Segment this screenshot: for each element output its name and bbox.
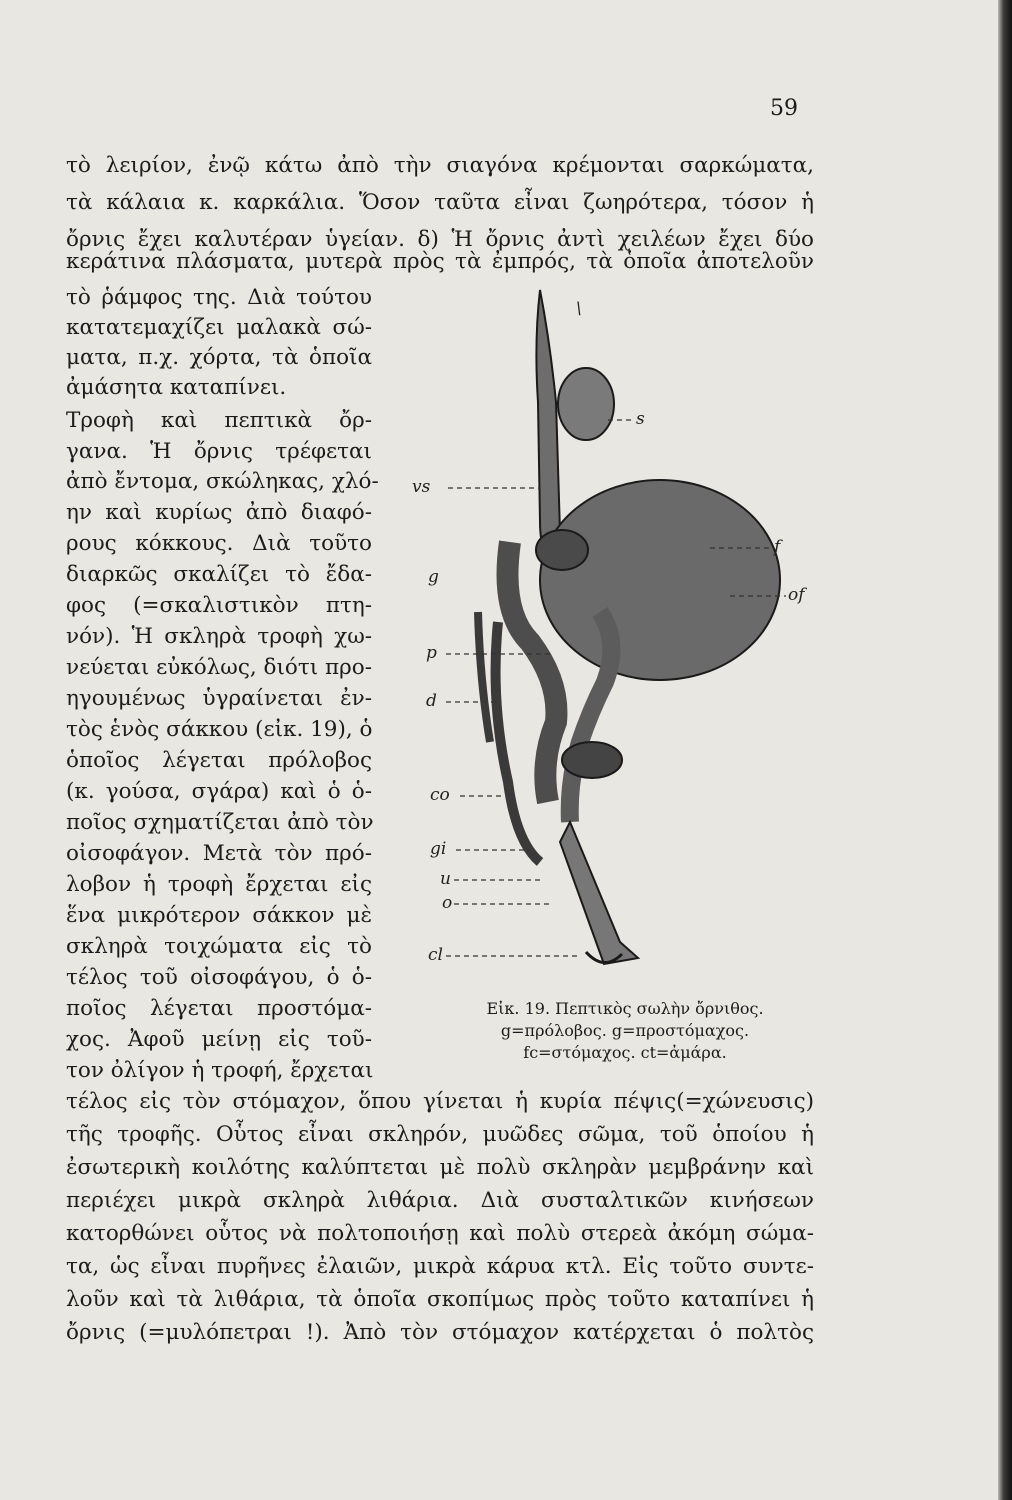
- figure-label: co: [430, 785, 450, 805]
- digestive-tract-figure: [390, 282, 820, 997]
- figure-label: p: [426, 643, 437, 663]
- text-line: περιέχει μικρὰ σκληρὰ λιθάρια. Διὰ συσταλτικῶν κινήσεων: [66, 1188, 814, 1213]
- text-line: σκληρὰ τοιχώματα εἰς τὸ: [66, 934, 372, 959]
- text-line: κεράτινα πλάσματα, μυτερὰ πρὸς τὰ ἐμπρός, τὰ ὁποῖα ἀποτελοῦν: [66, 249, 814, 274]
- text-line: λοβον ἡ τροφὴ ἔρχεται εἰς: [66, 872, 372, 897]
- text-line: κατορθώνει οὗτος νὰ πολτοποιήσῃ καὶ πολὺ στερεὰ ἀκόμη σώμα-: [66, 1221, 814, 1246]
- text-line: λοῦν καὶ τὰ λιθάρια, τὰ ὁποῖα σκοπίμως πρὸς τοῦτο καταπίνει ἡ: [66, 1287, 814, 1312]
- caption-line: g=πρόλοβος. g=προστόμαχος.: [500, 1021, 750, 1040]
- text-line: ἕνα μικρότερον σάκκον μὲ: [66, 903, 372, 928]
- caption-line: Εἰκ. 19. Πεπτικὸς σωλὴν ὄρνιθος.: [486, 999, 764, 1018]
- text-line: τον ὀλίγον ἡ τροφή, ἔρχεται: [66, 1058, 374, 1083]
- text-line: ἀπὸ ἔντομα, σκώληκας, χλό-: [66, 469, 379, 494]
- text-line: ὄρνις (=μυλόπετραι !). Ἀπὸ τὸν στόμαχον κατέρχεται ὁ πολτὸς: [66, 1320, 814, 1345]
- figure-label: u: [440, 869, 451, 889]
- page-edge: [998, 0, 1012, 1500]
- text-line: τὸ ῥάμφος της. Διὰ τούτου: [66, 285, 372, 310]
- text-line: ἐσωτερικὴ κοιλότης καλύπτεται μὲ πολὺ σκληρὰν μεμβράνην καὶ: [66, 1155, 814, 1180]
- text-line: τῆς τροφῆς. Οὗτος εἶναι σκληρόν, μυῶδες σῶμα, τοῦ ὁποίου ἡ: [66, 1122, 814, 1147]
- text-line: ἀμάσητα καταπίνει.: [66, 375, 287, 400]
- caption-line: fc=στόμαχος. ct=ἀμάρα.: [523, 1043, 727, 1062]
- text-line: ηγουμένως ὑγραίνεται ἐν-: [66, 686, 372, 711]
- text-line: τὸς ἑνὸς σάκκου (εἰκ. 19), ὁ: [66, 717, 373, 742]
- page-number: 59: [770, 96, 798, 121]
- text-line: ὄρνις ἔχει καλυτέραν ὑγείαν. δ) Ἡ ὄρνις ἀντὶ χειλέων ἔχει δύο: [66, 227, 814, 252]
- figure-label: s: [636, 409, 645, 429]
- text-line: ὁποῖος λέγεται πρόλοβος: [66, 748, 372, 773]
- text-line: ποῖος λέγεται προστόμα-: [66, 996, 372, 1021]
- text-line: τέλος εἰς τὸν στόμαχον, ὅπου γίνεται ἡ κυρία πέψις(=χώνευσις): [66, 1089, 814, 1114]
- text-line: φος (=σκαλιστικὸν πτη-: [66, 593, 372, 618]
- figure-label: gi: [430, 839, 447, 859]
- text-line: (κ. γούσα, σγάρα) καὶ ὁ ὁ-: [66, 779, 372, 804]
- text-line: τα, ὡς εἶναι πυρῆνες ἐλαιῶν, μικρὰ κάρυα κτλ. Εἰς τοῦτο συντε-: [66, 1254, 814, 1279]
- text-line: χος. Ἀφοῦ μείνῃ εἰς τοῦ-: [66, 1027, 372, 1052]
- svg-text:\: \: [576, 299, 582, 319]
- text-line: ην καὶ κυρίως ἀπὸ διαφό-: [66, 500, 372, 525]
- text-line: ματα, π.χ. χόρτα, τὰ ὁποῖα: [66, 345, 372, 370]
- text-line: οἰσοφάγον. Μετὰ τὸν πρό-: [66, 841, 372, 866]
- figure-label: cl: [428, 945, 443, 965]
- text-line: κατατεμαχίζει μαλακὰ σώ-: [66, 315, 372, 340]
- figure-label: vs: [412, 477, 431, 497]
- text-line: ρους κόκκους. Διὰ τοῦτο: [66, 531, 372, 556]
- figure-label: f: [774, 537, 781, 557]
- figure-label: g: [428, 567, 439, 587]
- figure-label: d: [426, 691, 437, 711]
- text-line: νόν). Ἡ σκληρὰ τροφὴ χω-: [66, 624, 372, 649]
- section-heading-line: Τροφὴ καὶ πεπτικὰ ὄρ-: [66, 408, 372, 433]
- text-line: τὸ λειρίον, ἐνῷ κάτω ἀπὸ τὴν σιαγόνα κρέμονται σαρκώματα,: [66, 153, 814, 178]
- figure-label: o: [442, 893, 453, 913]
- figure-label: of: [788, 585, 805, 605]
- text-line: τέλος τοῦ οἰσοφάγου, ὁ ὁ-: [66, 965, 372, 990]
- text-line: γανα. Ἡ ὄρνις τρέφεται: [66, 439, 372, 464]
- text-line: τὰ κάλαια κ. καρκάλια. Ὅσον ταῦτα εἶναι ζωηρότερα, τόσον ἡ: [66, 190, 814, 215]
- text-line: διαρκῶς σκαλίζει τὸ ἔδα-: [66, 562, 372, 587]
- text-line: ποῖος σχηματίζεται ἀπὸ τὸν: [66, 810, 374, 835]
- text-line: νεύεται εὐκόλως, διότι προ-: [66, 655, 373, 680]
- figure-caption: [440, 998, 810, 1064]
